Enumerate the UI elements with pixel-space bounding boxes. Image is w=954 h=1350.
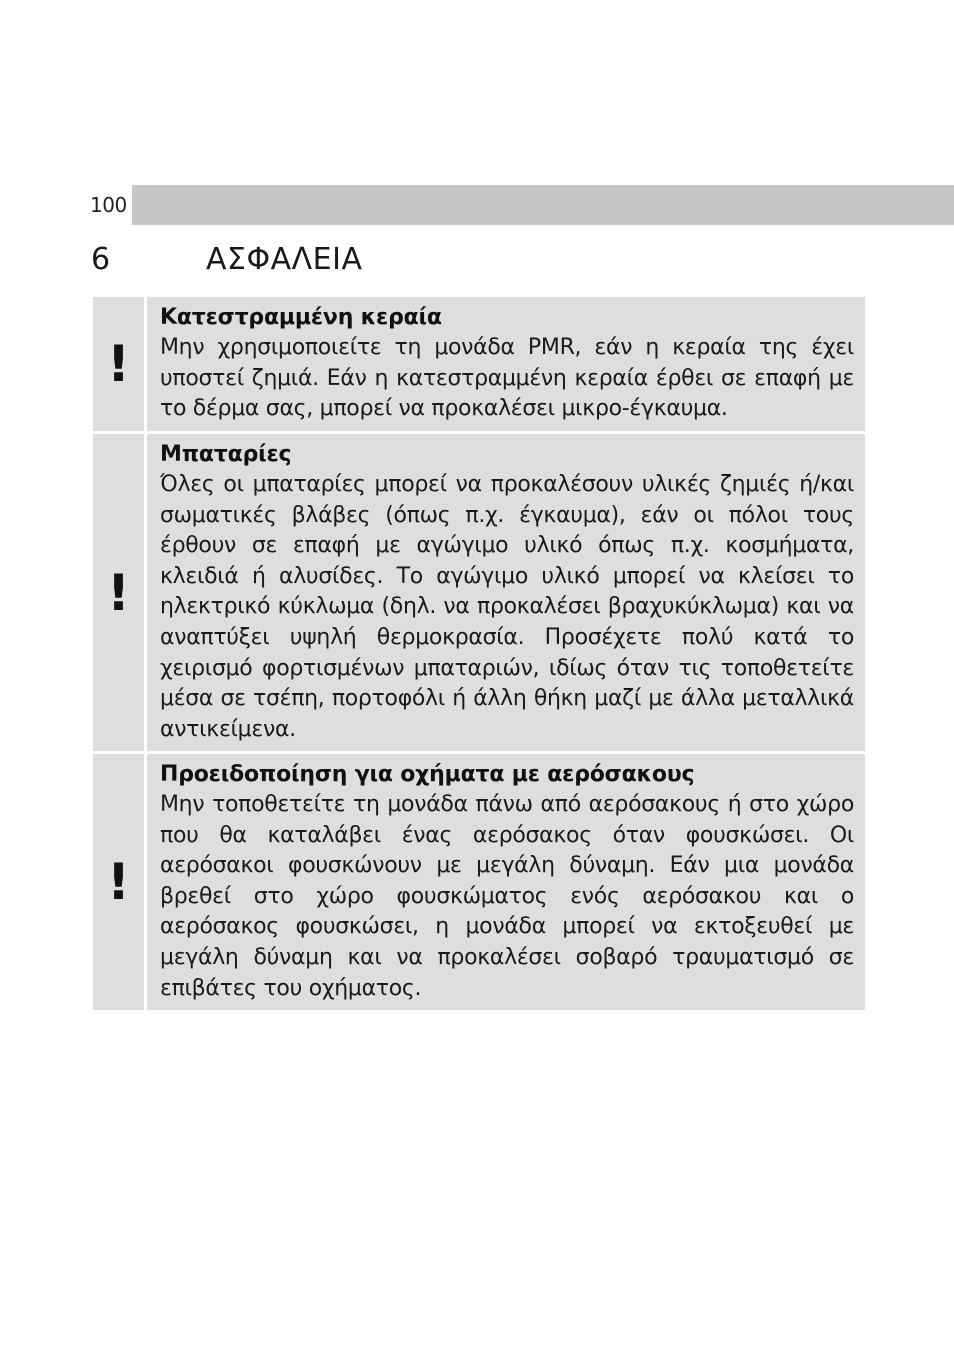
exclamation-icon: !	[107, 563, 130, 622]
warning-title: Μπαταρίες	[160, 442, 292, 467]
warning-icon-cell	[93, 434, 144, 751]
page-number: 100	[90, 185, 132, 225]
warning-row-airbags	[93, 754, 865, 1010]
warning-title: Προειδοποίηση για οχήματα με αερόσακους	[160, 762, 695, 787]
exclamation-icon: !	[107, 853, 130, 911]
warning-row-antenna	[93, 297, 865, 431]
warning-body: Μην τοποθετείτε τη μονάδα πάνω από αερόσακους ή στο χώρο που θα καταλάβει ένας αερόσακος όταν φουσκώσει. Οι αερόσακοι φουσκώνουν με μεγάλη δύναμη. Εάν μια μονάδα βρεθεί στο χώρο φουσκώματος ενός αερόσακου και ο αερόσακος φουσκώσει, η μονάδα μπορεί να εκτοξευθεί με μεγάλη δύναμη και να προκαλέσει σοβαρό τραυματισμό σε επιβάτες του οχήματος.	[160, 792, 854, 1001]
header-bar	[90, 185, 954, 225]
warning-text-cell	[147, 754, 865, 1010]
warning-title: Κατεστραμμένη κεραία	[160, 305, 442, 330]
warning-text-cell	[147, 434, 865, 751]
warning-icon-cell	[93, 754, 144, 1010]
section-title: ΑΣΦΑΛΕΙΑ	[206, 242, 363, 277]
warning-text-cell	[147, 297, 865, 431]
warning-body: Όλες οι μπαταρίες μπορεί να προκαλέσουν υλικές ζημιές ή/και σωματικές βλάβες (όπως π.χ. έγκαυμα), εάν οι πόλοι τους έρθουν σε επαφή με αγώγιμο υλικό όπως π.χ. κοσμήματα, κλειδιά ή αλυσίδες. Το αγώγιμο υλικό μπορεί να κλείσει το ηλεκτρικό κύκλωμα (δηλ. να προκαλέσει βραχυκύκλωμα) και να αναπτύξει υψηλή θερμοκρασία. Προσέχετε πολύ κατά το χειρισμό φορτισμένων μπαταριών, ιδίως όταν τις τοποθετείτε μέσα σε τσέπη, πορτοφόλι ή άλλη θήκη μαζί με άλλα μεταλλικά αντικείμενα.	[160, 472, 854, 742]
warning-row-batteries	[93, 434, 865, 751]
warning-body: Μην χρησιμοποιείτε τη μονάδα PMR, εάν η κεραία της έχει υποστεί ζημιά. Εάν η κατεστραμμένη κεραία έρθει σε επαφή με το δέρμα σας, μπορεί να προκαλέσει μικρο-έγκαυμα.	[160, 335, 854, 422]
warnings-table	[93, 297, 865, 1013]
section-number: 6	[91, 242, 111, 277]
exclamation-icon: !	[107, 335, 130, 393]
warning-icon-cell	[93, 297, 144, 431]
